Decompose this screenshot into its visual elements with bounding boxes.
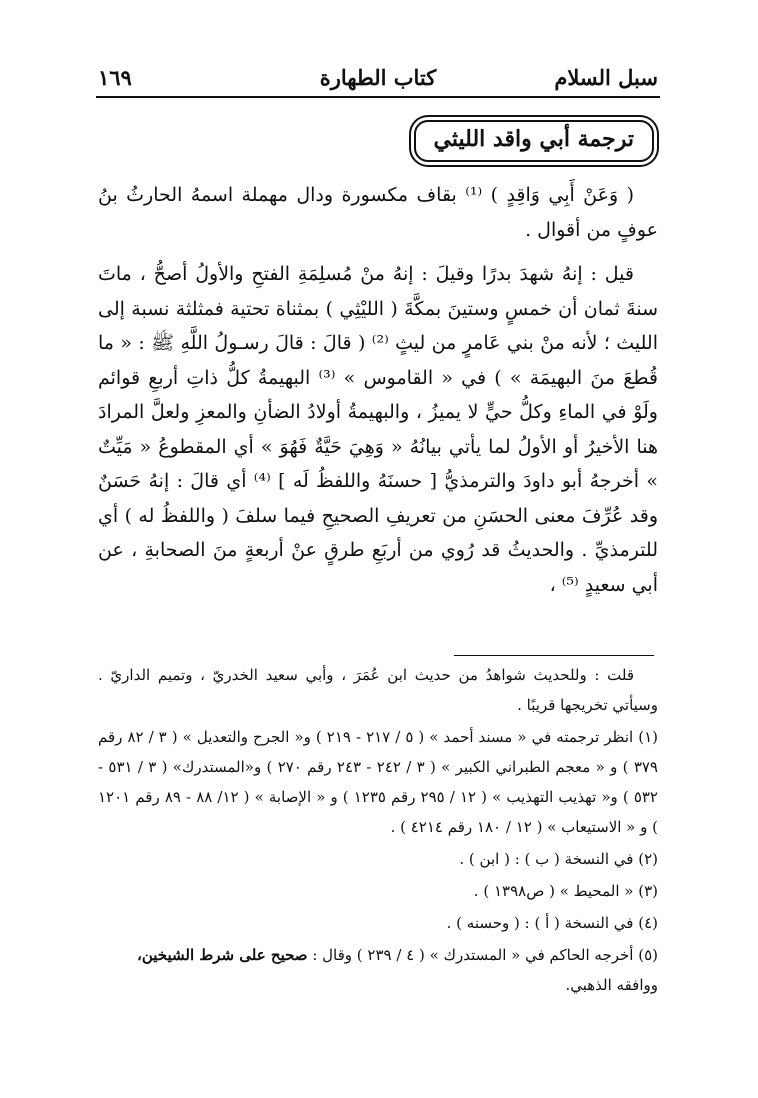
running-header (98, 62, 658, 92)
footnote-1: (١) انظر ترجمته في « مسند أحمد » ( ٥ / ٢١٧ - ٢١٩ ) و« الجرح والتعديل » ( ٣ / ٨٢ رقم ٣٧٩ ) و « معجم الطبراني الكبير » ( ٣ / ٢٤٢ - ٢٤٣ رقم ٢٧٠ ) و«المستدرك» ( ٣ / ٥٣١ - ٥٣٢ ) و« تهذيب التهذيب » ( ١٢ / ٢٩٥ رقم ١٢٣٥ ) و « الإصابة » ( ١٢/ ٨٨ - ٨٩ رقم ١٢٠١ ) و « الاستيعاب » ( ١٢ / ١٨٠ رقم ٤٢١٤ ) . (98, 728, 658, 836)
footnote-2: (٢) في النسخة ( ب ) : ( ابن ) . (459, 850, 658, 868)
section-title: ترجمة أبي واقد الليثي (414, 120, 654, 162)
footnote-divider (454, 655, 654, 656)
footnote-5-verdict: صحيح على شرط الشيخين، (137, 946, 308, 964)
footnotes (98, 660, 658, 1000)
footnote-5 (98, 940, 658, 1000)
header-chapter-title: كتاب الطهارة (319, 64, 437, 90)
editor-note: قلت : وللحديث شواهدُ من حديث ابن عُمَرَ ، وأبي سعيد الخدريّ ، وتميم الداريّ . وسيأتي تخريجها قريبًا . (98, 666, 658, 714)
footnote-3: (٣) « المحيط » ( ص١٣٩٨ ) . (473, 882, 658, 900)
main-text (98, 178, 658, 602)
header-book-title: سبل السلام (554, 64, 658, 90)
footnote-5-text: (٥) أخرجه الحاكم في « المستدرك » ( ٤ / ٢٣٩ ) وقال : (312, 946, 658, 964)
paragraph-2: قيل : إنهُ شهدَ بدرًا وقيلَ : إنهُ منْ مُسلِمَةِ الفتحِ والأولُ أصحُّ ، ماتَ سنةَ ثمان أن خمسٍ وستينَ بمكَّةَ ( الليْثِي ) بمثناة تحتية فمثلثة نسبة إلى الليث ؛ لأنه منْ بني عَامرٍ من ليثٍ ⁽²⁾ ( قالَ : قالَ رسـولُ اللَّهِ ﷺ : « ما قُطعَ منَ البهيمَة » ) في « القاموس » ⁽³⁾ البهيمةُ كلُّ ذاتِ أربعِ قوائم ولَوْ في الماءِ وكلُّ حيٍّ لا يميزُ ، والبهيمةُ أولادُ الضأنِ والمعزِ ولعلَّ المرادَ هنا الأخيرُ أو الأولُ لما يأتي بيانُهُ « وَهِيَ حَيَّةٌ فَهُوَ » أي المقطوعُ « مَيِّتٌ » أخرجهُ أبو داودَ والترمذيُّ [ حسنَهُ واللفظُ لَه ] ⁽⁴⁾ أي قالَ : إنهُ حَسَنٌ وقد عُرِّفَ معنى الحسَنِ من تعريفِ الصحيحِ فيما سلفَ ( واللفظُ له ) أي للترمذيِّ . والحديثُ قد رُوي من أربَعِ طرقٍ عنْ أربعةٍ منَ الصحابةِ ، عن أبي سعيدٍ ⁽⁵⁾ ، (98, 263, 659, 596)
paragraph-1: ( وَعَنْ أَبِي وَاقِدٍ ) ⁽¹⁾ بقاف مكسورة ودال مهملة اسمهُ الحارثُ بنُ عوفٍ من أقوال . (98, 184, 658, 241)
page-number: ١٦٩ (98, 64, 132, 90)
footnote-5-agreement: ووافقه الذهبي. (565, 976, 658, 994)
footnote-4: (٤) في النسخة ( أ ) : ( وحسنه ) . (446, 914, 658, 932)
header-divider (96, 96, 660, 98)
